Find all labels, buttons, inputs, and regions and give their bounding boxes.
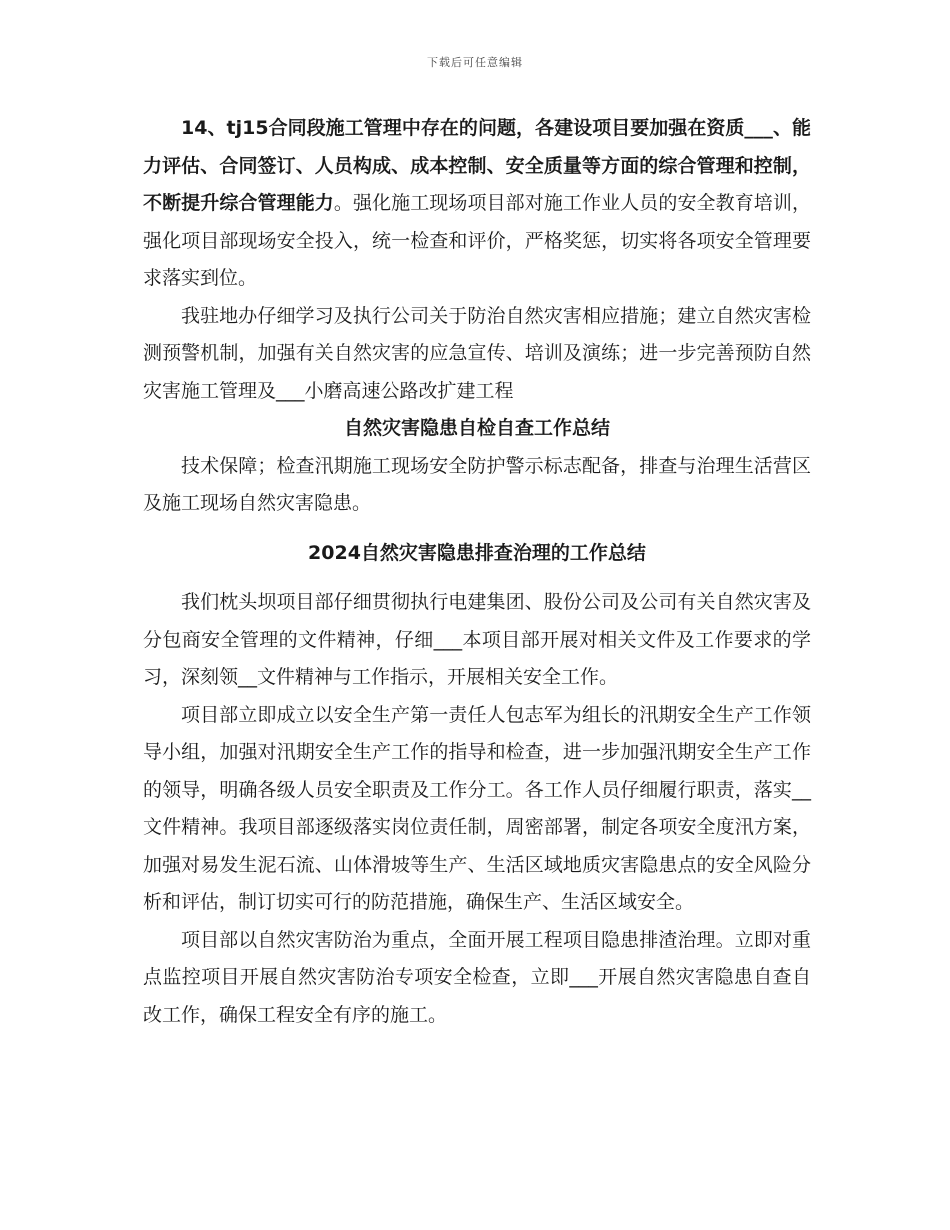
paragraph-3: 技术保障；检查汛期施工现场安全防护警示标志配备，排查与治理生活营区及施工现场自然灾害隐患。 [143,454,811,514]
page-header: 下载后可任意编辑 [427,56,523,69]
paragraph-2: 我驻地办仔细学习及执行公司关于防治自然灾害相应措施；建立自然灾害检测预警机制，加强有关自然灾害的应急宣传、培训及演练；进一步完善预防自然灾害施工管理及___小磨高速公路改扩建工程 [143,304,811,402]
paragraph-6: 项目部以自然灾害防治为重点，全面开展工程项目隐患排渣治理。立即对重点监控项目开展自然灾害防治专项安全检查，立即___开展自然灾害隐患自查自改工作，确保工程安全有序的施工。 [143,928,811,1026]
paragraph-1 [143,110,811,298]
paragraph-1-rest: 。强化施工现场项目部对施工作业人员的安全教育培训，强化项目部现场安全投入，统一检查和评价，严格奖惩，切实将各项安全管理要求落实到位。 [143,192,811,289]
paragraph-5: 项目部立即成立以安全生产第一责任人包志军为组长的汛期安全生产工作领导小组，加强对汛期安全生产工作的指导和检查，进一步加强汛期安全生产工作的领导，明确各级人员安全职责及工作分工。各工作人员仔细履行职责，落实__文件精神。我项目部逐级落实岗位责任制，周密部署，制定各项安全度汛方案，加强对易发生泥石流、山体滑坡等生产、生活区域地质灾害隐患点的安全风险分析和评估，制订切实可行的防范措施，确保生产、生活区域安全。 [143,703,811,913]
section-title-2: 2024自然灾害隐患排查治理的工作总结 [308,541,646,564]
section-title-1: 自然灾害隐患自检自查工作总结 [343,417,610,439]
document-body [143,110,811,1034]
paragraph-4: 我们枕头坝项目部仔细贯彻执行电建集团、股份公司及公司有关自然灾害及分包商安全管理的文件精神，仔细___本项目部开展对相关文件及工作要求的学习，深刻领__文件精神与工作指示，开展相关安全工作。 [143,591,811,688]
paragraph-1-bold: 14、tj15合同段施工管理中存在的问题，各建设项目要加强在资质___、能力评估、合同签订、人员构成、成本控制、安全质量等方面的综合管理和控制，不断提升综合管理能力 [143,117,811,214]
